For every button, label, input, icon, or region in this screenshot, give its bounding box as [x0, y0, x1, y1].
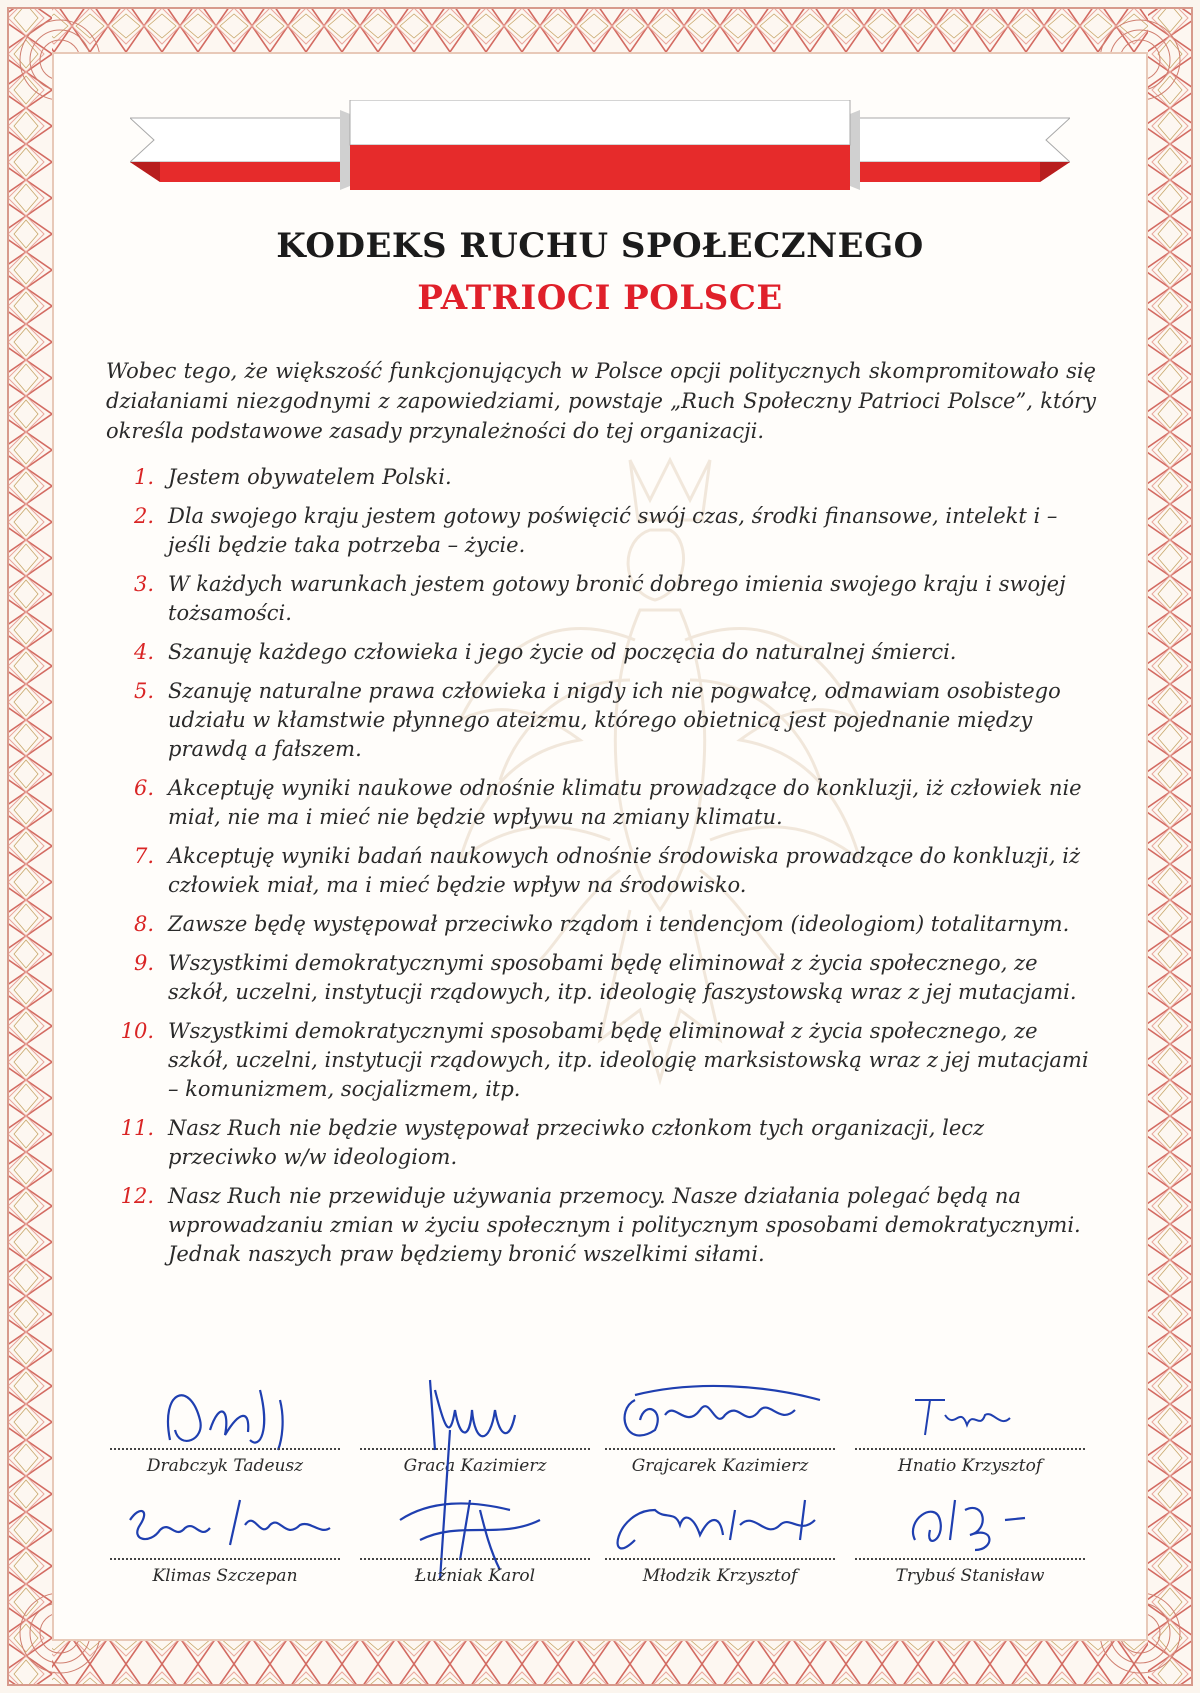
signature-line — [855, 1448, 1085, 1450]
rule-item — [106, 502, 1096, 560]
rule-number: 1. — [133, 465, 154, 489]
rule-number: 12. — [120, 1184, 154, 1208]
signature-block — [360, 1510, 590, 1600]
rule-text: Dla swojego kraju jestem gotowy poświęcić swój czas, środki finansowe, intelekt i – jeśli będzie taka potrzeba – życie. — [168, 504, 1058, 557]
handwritten-signature — [110, 1480, 340, 1570]
rule-number: 11. — [120, 1116, 154, 1140]
rule-item — [106, 1182, 1096, 1269]
rule-number: 10. — [120, 1019, 154, 1043]
signatory-name: Drabczyk Tadeusz — [146, 1456, 304, 1476]
rule-number: 6. — [133, 776, 154, 800]
rule-item — [106, 463, 1096, 492]
rule-text: Wszystkimi demokratycznymi sposobami będę eliminował z życia społecznego, ze szkół, uczelni, instytucji rządowych, itp. ideologię marksistowską wraz z jej mutacjami – komunizmem, socjalizmem, itp. — [168, 1019, 1089, 1101]
rule-item — [106, 638, 1096, 667]
signature-line — [360, 1558, 590, 1560]
rule-number: 7. — [133, 844, 154, 868]
rule-text: Szanuję każdego człowieka i jego życie od poczęcia do naturalnej śmierci. — [168, 640, 957, 664]
signatory-name: Łuźniak Karol — [414, 1566, 536, 1586]
document-subtitle: PATRIOCI POLSCE — [417, 278, 783, 318]
flag-ribbon — [130, 100, 1070, 210]
signature-block — [855, 1400, 1085, 1490]
handwritten-signature — [855, 1370, 1085, 1460]
signature-block — [605, 1400, 835, 1490]
rule-item — [106, 1114, 1096, 1172]
signature-line — [855, 1558, 1085, 1560]
rule-item — [106, 842, 1096, 900]
rule-number: 5. — [133, 679, 154, 703]
rule-item — [106, 1017, 1096, 1104]
signatory-name: Trybuś Stanisław — [895, 1566, 1045, 1586]
rule-item — [106, 949, 1096, 1007]
rule-text: W każdych warunkach jestem gotowy bronić dobrego imienia swojego kraju i swojej tożsamości. — [168, 572, 1066, 625]
rule-number: 3. — [133, 572, 154, 596]
signatory-name: Młodzik Krzysztof — [642, 1566, 798, 1586]
handwritten-signature — [360, 1480, 590, 1570]
rule-text: Nasz Ruch nie przewiduje używania przemocy. Nasze działania polegać będą na wprowadzaniu zmian w życiu społecznym i politycznym sposobami demokratycznymi. Jednak naszych praw będziemy bronić wszelkimi siłami. — [168, 1184, 1081, 1266]
signature-block — [110, 1400, 340, 1490]
signature-line — [605, 1558, 835, 1560]
signatory-name: Grajcarek Kazimierz — [631, 1456, 809, 1476]
signature-line — [605, 1448, 835, 1450]
handwritten-signature — [855, 1480, 1085, 1570]
rule-item — [106, 774, 1096, 832]
rule-number: 9. — [133, 951, 154, 975]
rule-item — [106, 910, 1096, 939]
rule-number: 2. — [133, 504, 154, 528]
rule-item — [106, 570, 1096, 628]
handwritten-signature — [360, 1370, 590, 1460]
signatures-block — [110, 1400, 1090, 1620]
signatory-name: Hnatio Krzysztof — [897, 1456, 1043, 1476]
rule-text: Wszystkimi demokratycznymi sposobami będę eliminował z życia społecznego, ze szkół, uczelni, instytucji rządowych, itp. ideologię faszystowską wraz z jej mutacjami. — [168, 951, 1077, 1004]
signature-block — [360, 1400, 590, 1490]
handwritten-signature — [605, 1480, 835, 1570]
rule-text: Zawsze będę występował przeciwko rządom i tendencjom (ideologiom) totalitarnym. — [168, 912, 1070, 936]
rule-item — [106, 677, 1096, 764]
handwritten-signature — [605, 1370, 835, 1460]
rule-number: 8. — [133, 912, 154, 936]
rules-list — [106, 463, 1096, 1279]
document-title: KODEKS RUCHU SPOŁECZNEGO — [276, 226, 924, 266]
signature-block — [855, 1510, 1085, 1600]
signatory-name: Graca Kazimierz — [403, 1456, 547, 1476]
signature-line — [360, 1448, 590, 1450]
signature-line — [110, 1448, 340, 1450]
rule-text: Akceptuję wyniki badań naukowych odnośnie środowiska prowadzące do konkluzji, iż człowiek miał, ma i mieć będzie wpływ na środowisko. — [168, 844, 1081, 897]
rule-number: 4. — [133, 640, 154, 664]
rule-text: Jestem obywatelem Polski. — [168, 465, 452, 489]
handwritten-signature — [110, 1370, 340, 1460]
signature-block — [110, 1510, 340, 1600]
signature-block — [605, 1510, 835, 1600]
signature-line — [110, 1558, 340, 1560]
rule-text: Szanuję naturalne prawa człowieka i nigdy ich nie pogwałcę, odmawiam osobistego udziału w kłamstwie płynnego ateizmu, którego obietnicą jest pojednanie między prawdą a fałszem. — [168, 679, 1061, 761]
intro-paragraph: Wobec tego, że większość funkcjonujących w Polsce opcji politycznych skompromitowało się działaniami niezgodnymi z zapowiedziami, powstaje „Ruch Społeczny Patrioci Polsce”, który określa podstawowe zasady przynależności do tej organizacji. — [106, 359, 1096, 443]
rule-text: Akceptuję wyniki naukowe odnośnie klimatu prowadzące do konkluzji, iż człowiek nie miał, nie ma i mieć nie będzie wpływu na zmiany klimatu. — [168, 776, 1082, 829]
signatory-name: Klimas Szczepan — [152, 1566, 298, 1586]
rule-text: Nasz Ruch nie będzie występował przeciwko członkom tych organizacji, lecz przeciwko w/w ideologiom. — [168, 1116, 985, 1169]
